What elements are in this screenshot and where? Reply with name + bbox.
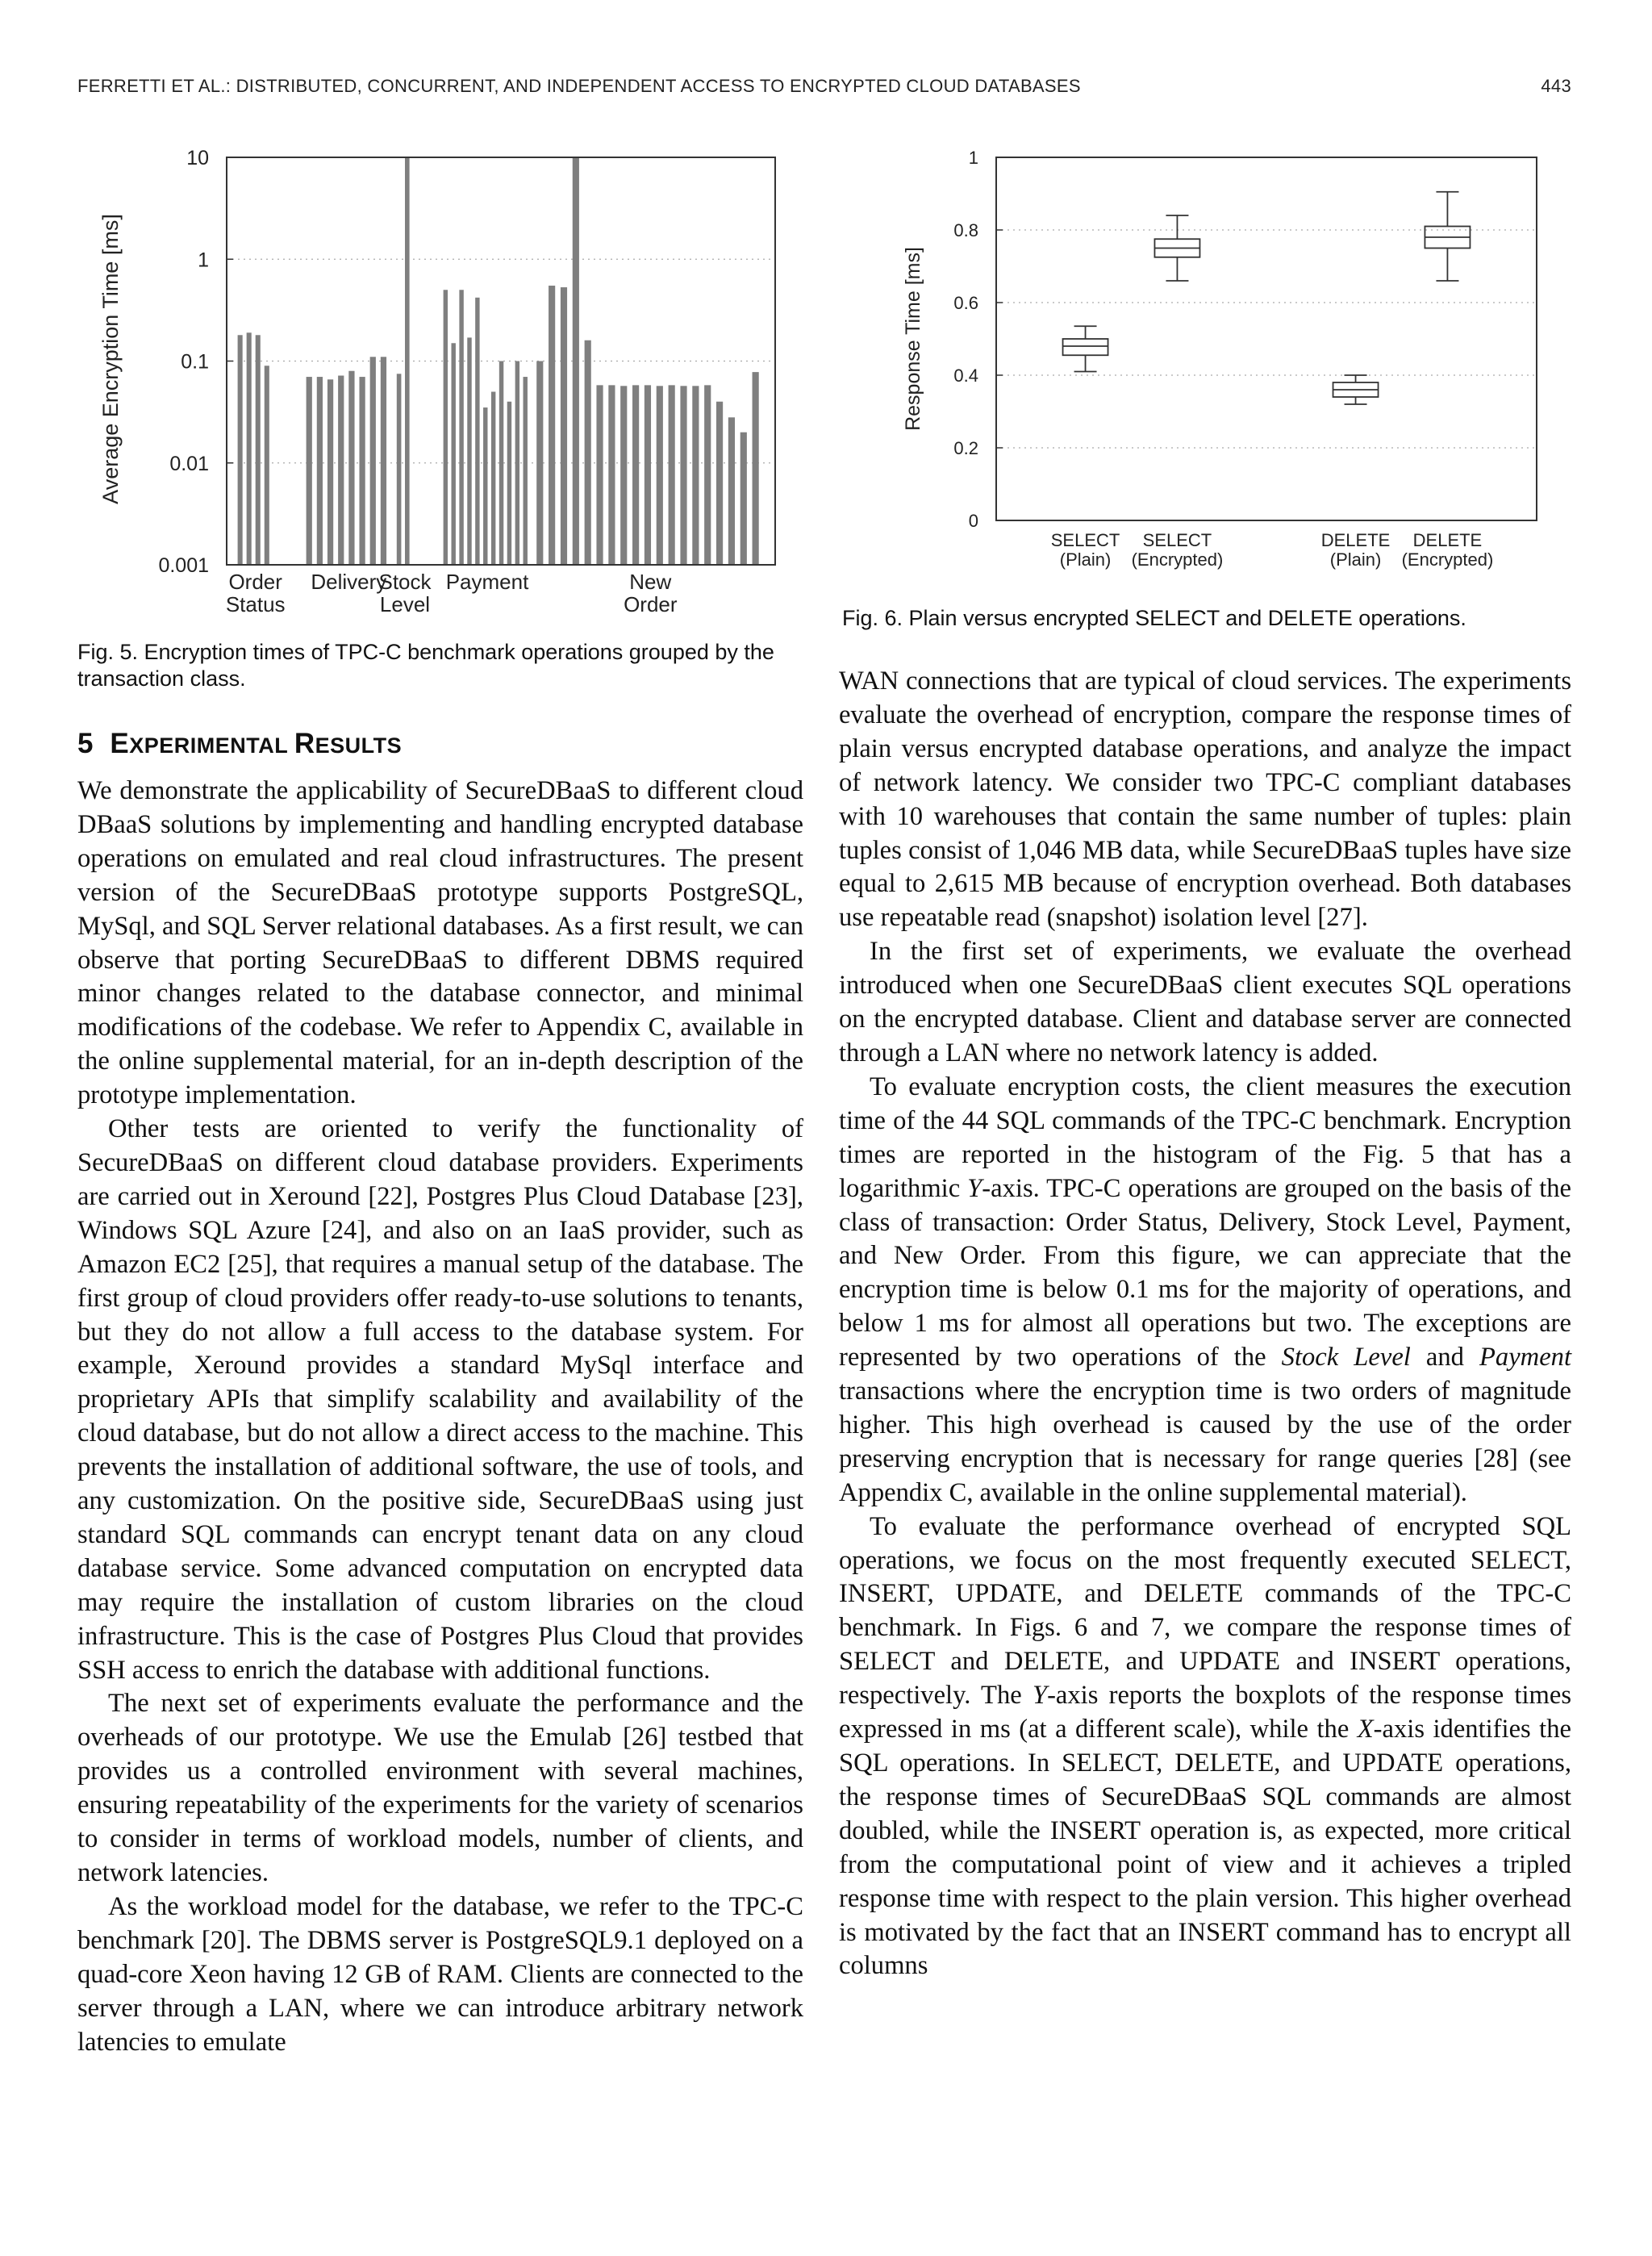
bar [549,286,555,565]
paragraph: As the workload model for the database, we refer to the TPC-C benchmark [20]. The DBMS server is PostgreSQL9.1 deployed on a quad-core Xeon having 12 GB of RAM. Clients are connected to the server through a LAN, where we can introduce arbitrary network latencies to emulate [77,1891,803,2057]
bar [381,357,386,565]
bar [451,343,455,565]
bar [704,385,711,565]
group-label: Payment [445,570,529,594]
bar [459,290,463,565]
x-category-label: (Plain) [1329,549,1382,570]
paragraph: We demonstrate the applicability of SecureDBaaS to different cloud DBaaS solutions by implementing and handling encrypted database operations on emulated and real cloud infrastructures. The present version of the SecureDBaaS prototype supports PostgreSQL, MySql, and SQL Server relational databases. As a first result, we can observe that porting SecureDBaaS to different DBMS required minor changes related to the database connector, and minimal modifications of the codebase. We refer to Appendix C, available in the online supplemental material, for an in-depth description of the prototype implementation. [77,776,803,1110]
paragraph: Other tests are oriented to verify the functionality of SecureDBaaS on different cloud database providers. Experiments are carried out in Xeround [22], Postgres Plus Cloud Database [23], Windows SQL Azure [24], and also on an IaaS provider, such as Amazon EC2 [25], that requires a manual setup of the database. The first group of cloud providers offer ready-to-use solutions to tenants, but they do not allow a full access to the database system. For example, Xeround provides a standard MySql interface and proprietary APIs that simplify scalability and availability of the cloud database, but do not allow a direct access to the machine. This prevents the installation of additional software, the use of tools, and any customization. On the positive side, SecureDBaaS using just standard SQL commands can encrypt tenant data on any cloud database service. Some advanced computation on encrypted data may require the installation of custom libraries on the cloud infrastructure. This is the case of Postgres Plus Cloud that provides SSH access to enrich the database with additional functions. [77,1114,803,1685]
x-category-label: (Plain) [1059,549,1112,570]
paragraph: In the first set of experiments, we evaluate the overhead introduced when one SecureDBaaS client executes SQL operations on the encrypted database. Client and database server are connected through a LAN where no network latency is added. [839,937,1571,1067]
bar [338,376,344,565]
bar [491,392,495,565]
bar [669,385,675,565]
bar [728,417,735,565]
bar [536,361,543,566]
x-category-label: SELECT [1050,530,1120,550]
bar [370,357,376,565]
bar [499,361,503,566]
bar [632,385,639,565]
paragraph: To evaluate the performance overhead of encrypted SQL operations, we focus on the most frequently executed SELECT, INSERT, UPDATE, and DELETE commands of the TPC-C benchmark. In Figs. 6 and 7, we compare the response times of SELECT and DELETE, and UPDATE and INSERT operations, respectively. The Y-axis reports the boxplots of the response times expressed in ms (at a different scale), while the X-axis identifies the SQL operations. In SELECT, DELETE, and UPDATE operations, the response times of SecureDBaaS SQL commands are almost doubled, while the INSERT operation is, as expected, more critical from the computational point of view and it achieves a tripled response time with respect to the plain version. This higher overhead is motivated by the fact that an INSERT command has to encrypt all columns [839,1511,1571,1981]
bar [608,385,615,565]
group-label: Stock [378,570,432,594]
bar [740,432,747,565]
bar [716,402,723,565]
y-tick-label: 0.8 [953,220,978,240]
x-category-label: SELECT [1142,530,1212,550]
paragraph: The next set of experiments evaluate the performance and the overheads of our prototype. We use the Emulab [26] testbed that provides us a controlled environment with several machines, ensuring repeatability of the experiments for the variety of scenarios to consider in terms of workload models, number of clients, and network latencies. [77,1689,803,1887]
group-label: Order [624,592,678,616]
box-iqr [1063,339,1108,355]
paragraph: WAN connections that are typical of cloud services. The experiments evaluate the overhead of encryption, compare the response times of plain versus encrypted database operations, and analyze the impact of network latency. We consider two TPC-C compliant databases with 10 warehouses that contain the same number of tuples: plain tuples consist of 1,046 MB data, while SecureDBaaS tuples have size equal to 2,615 MB because of encryption overhead. Both databases use repeatable read (snapshot) isolation level [27]. [839,666,1571,933]
y-tick-label: 0.001 [158,554,209,577]
bar [467,337,471,565]
bar [238,335,243,565]
group-label: Level [379,592,431,616]
running-header: FERRETTI ET AL.: DISTRIBUTED, CONCURRENT, AND INDEPENDENT ACCESS TO ENCRYPTED CLOUD DATABASES [77,76,1081,96]
bar [317,377,323,565]
bar [247,332,252,565]
bar [397,374,402,565]
bar [596,385,603,565]
bar [645,385,651,565]
bar [657,386,663,565]
paragraph: To evaluate encryption costs, the client measures the execution time of the 44 SQL commands of the TPC-C benchmark. Encryption times are reported in the histogram of the Fig. 5 that has a logarithmic Y-axis. TPC-C operations are grouped on the basis of the class of transaction: Order Status, Delivery, Stock Level, Payment, and New Order. From this figure, we can appreciate that the encryption time is below 0.1 ms for the majority of operations, and below 1 ms for almost all operations but two. The exceptions are represented by two operations of the Stock Level and Payment transactions where the encryption time is two orders of magnitude higher. This high overhead is caused by the use of the order preserving encryption that is necessary for range queries [28] (see Appendix C, available in the online supplemental material). [839,1072,1572,1507]
group-label: Status [225,592,286,616]
bar [515,361,519,566]
y-axis-label: Average Encryption Time [ms] [98,214,123,504]
bar [524,377,528,565]
x-category-label: DELETE [1320,530,1391,550]
right-column [839,665,1571,1983]
bar [307,377,312,565]
bar [573,157,579,565]
y-tick-label: 1 [198,249,209,272]
box-plot [1333,375,1379,404]
bar [348,371,354,565]
bar [444,290,448,565]
bar [507,402,511,565]
bar [692,386,699,565]
y-tick-label: 0.2 [953,438,978,458]
bar [265,366,269,565]
figure-6-caption: Fig. 6. Plain versus encrypted SELECT and DELETE operations. [842,606,1466,630]
bar [256,335,261,565]
x-category-label: DELETE [1412,530,1483,550]
figure-5-caption: Fig. 5. Encryption times of TPC-C benchmark operations grouped by the transaction class. [77,640,774,691]
y-axis-label: Response Time [ms] [902,247,924,431]
group-label: Order [228,570,282,594]
box-plot [1154,215,1199,281]
bar [585,340,591,565]
group-label: Delivery [311,570,387,594]
bar [753,372,759,565]
x-category-label: (Encrypted) [1401,549,1494,570]
y-tick-label: 1 [968,148,978,168]
page-number: 443 [1541,76,1571,96]
box-plot [1063,326,1108,371]
bar [680,386,686,565]
box-plot [1425,192,1470,281]
group-label: New [629,570,672,594]
figure-6-chart [887,141,1573,585]
bar [620,386,627,565]
figure-5-chart [77,141,803,629]
x-category-label: (Encrypted) [1131,549,1224,570]
y-tick-label: 10 [186,147,209,169]
section-heading: 5 EXPERIMENTAL RESULTS [77,728,403,759]
bar [359,377,365,565]
bar [483,407,487,565]
bar [561,287,567,565]
bar [327,379,333,565]
y-tick-label: 0.1 [181,350,209,374]
y-tick-label: 0.6 [953,293,978,313]
y-tick-label: 0.01 [169,452,209,475]
left-column [77,775,803,2059]
bar [475,298,479,565]
bar [405,157,410,565]
y-tick-label: 0 [968,511,978,531]
y-tick-label: 0.4 [953,366,978,386]
